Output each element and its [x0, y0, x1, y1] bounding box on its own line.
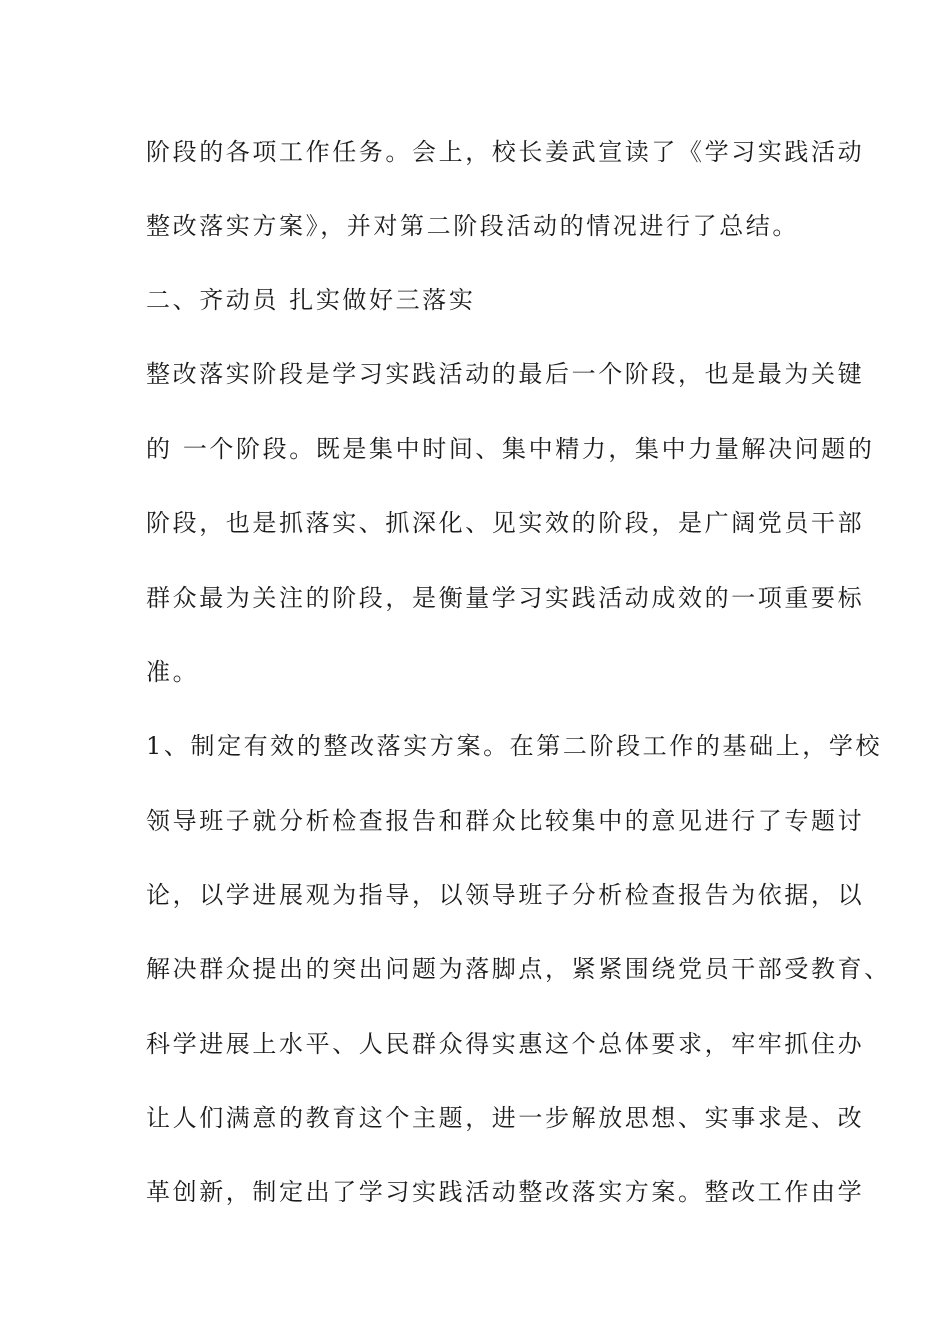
section-heading: 二、齐动员 扎实做好三落实	[146, 286, 476, 314]
paragraph-line: 革创新，制定出了学习实践活动整改落实方案。整改工作由学	[146, 1178, 865, 1206]
paragraph-line: 1、制定有效的整改落实方案。在第二阶段工作的基础上，学校	[146, 732, 883, 760]
paragraph-line: 论，以学进展观为指导，以领导班子分析检查报告为依据，以	[146, 881, 865, 909]
paragraph-line: 群众最为关注的阶段，是衡量学习实践活动成效的一项重要标	[146, 584, 865, 612]
paragraph-line: 科学进展上水平、人民群众得实惠这个总体要求，牢牢抓住办	[146, 1030, 865, 1058]
paragraph-line: 的 一个阶段。既是集中时间、集中精力，集中力量解决问题的	[146, 435, 875, 463]
paragraph-line: 让人们满意的教育这个主题，进一步解放思想、实事求是、改	[146, 1104, 865, 1132]
paragraph-line: 解决群众提出的突出问题为落脚点，紧紧围绕党员干部受教育、	[146, 955, 891, 983]
paragraph-line: 准。	[146, 658, 200, 686]
paragraph-line: 整改落实方案》，并对第二阶段活动的情况进行了总结。	[146, 212, 799, 240]
paragraph-line: 阶段，也是抓落实、抓深化、见实效的阶段，是广阔党员干部	[146, 509, 865, 537]
paragraph-line: 领导班子就分析检查报告和群众比较集中的意见进行了专题讨	[146, 807, 865, 835]
paragraph-line: 阶段的各项工作任务。会上，校长姜武宣读了《学习实践活动	[146, 138, 865, 166]
paragraph-line: 整改落实阶段是学习实践活动的最后一个阶段，也是最为关键	[146, 360, 865, 388]
